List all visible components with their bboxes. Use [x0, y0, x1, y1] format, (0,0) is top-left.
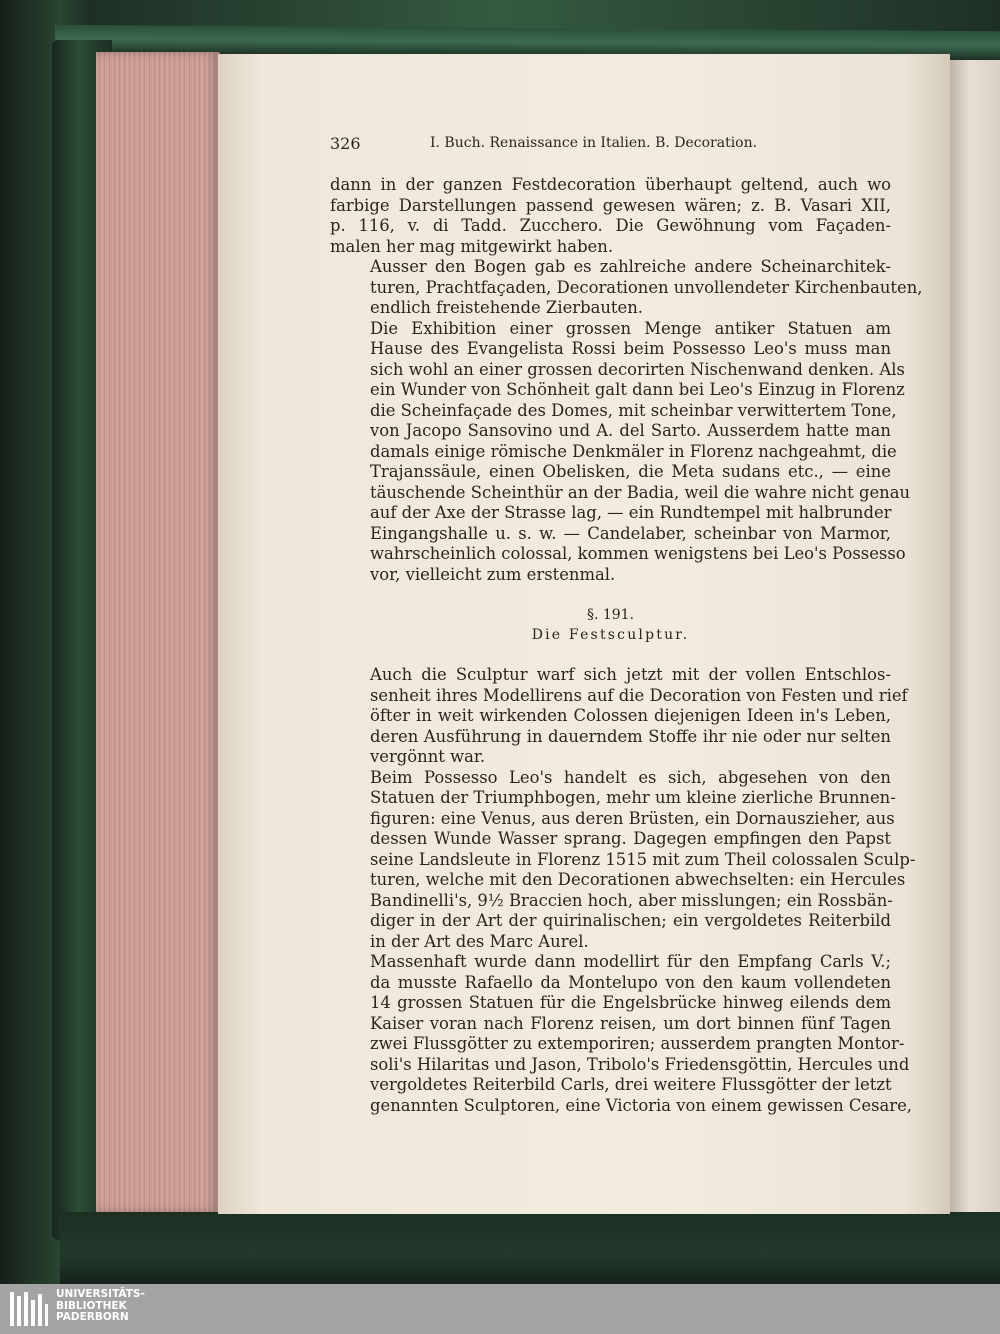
- paragraph: [330, 257, 923, 319]
- text-line: damals einige römische Denkmäler in Florenz nachgeahmt, die: [370, 441, 897, 461]
- text-line: malen her mag mitgewirkt haben.: [330, 236, 614, 256]
- text-after-section: [330, 665, 916, 1116]
- text-line: vergoldetes Reiterbild Carls, drei weitere Flussgötter der letzt: [370, 1075, 892, 1094]
- text-line: Beim Possesso Leo's handelt es sich, abgesehen von den: [370, 767, 891, 787]
- library-name-line: BIBLIOTHEK: [56, 1299, 127, 1312]
- text-line: senheit ihres Modellirens auf die Decoration von Festen und rief: [370, 685, 908, 705]
- text-line: seine Landsleute in Florenz 1515 mit zum Theil colossalen Sculp-: [370, 849, 916, 869]
- text-before-section: [330, 175, 923, 585]
- university-library-logo-icon: [8, 1290, 50, 1328]
- text-line: figuren: eine Venus, aus deren Brüsten, ein Dornauszieher, aus: [370, 808, 895, 828]
- text-line: 14 grossen Statuen für die Engelsbrücke hinweg eilends dem: [370, 993, 891, 1012]
- text-line: diger in der Art der quirinalischen; ein vergoldetes Reiterbild: [370, 911, 891, 930]
- running-head: I. Buch. Renaissance in Italien. B. Decoration.: [430, 135, 758, 151]
- text-line: die Scheinfaçade des Domes, mit scheinbar verwittertem Tone,: [370, 400, 897, 420]
- text-line: Die Exhibition einer grossen Menge antiker Statuen am: [370, 318, 891, 338]
- cover-board-bottom: [60, 1212, 1000, 1284]
- text-line: turen, welche mit den Decorationen abwechselten: ein Hercules: [370, 870, 906, 889]
- facing-page-edge: [950, 60, 1000, 1220]
- paragraph: [330, 952, 913, 1116]
- text-line: Ausser den Bogen gab es zahlreiche andere Scheinarchitek-: [370, 257, 891, 276]
- library-name: [56, 1289, 145, 1324]
- paragraph: [330, 318, 911, 586]
- text-line: täuschende Scheinthür an der Badia, weil die wahre nicht genau: [370, 482, 911, 502]
- text-line: Hause des Evangelista Rossi beim Possesso Leo's muss man: [370, 339, 891, 358]
- library-footer: [0, 1284, 1000, 1334]
- text-line: Bandinelli's, 9½ Braccien hoch, aber misslungen; ein Rossbän-: [370, 890, 893, 910]
- text-line: Trajanssäule, einen Obelisken, die Meta sudans etc., — eine: [370, 462, 891, 481]
- text-line: endlich freistehende Zierbauten.: [370, 298, 643, 317]
- paragraph: [330, 175, 891, 257]
- paragraph: [330, 665, 908, 768]
- library-name-line: UNIVERSITÄTS-: [56, 1288, 145, 1300]
- text-line: Kaiser voran nach Florenz reisen, um dort binnen fünf Tagen: [370, 1013, 891, 1033]
- text-line: öfter in weit wirkenden Colossen diejenigen Ideen in's Leben,: [370, 706, 891, 725]
- text-line: wahrscheinlich colossal, kommen wenigstens bei Leo's Possesso: [370, 544, 906, 563]
- text-line: dann in der ganzen Festdecoration überhaupt geltend, auch wo: [330, 175, 891, 194]
- paragraph: [330, 767, 916, 953]
- text-line: p. 116, v. di Tadd. Zucchero. Die Gewöhnung vom Façaden-: [330, 216, 891, 235]
- text-line: da musste Rafaello da Montelupo von den kaum vollendeten: [370, 972, 891, 992]
- text-line: dessen Wunde Wasser sprang. Dagegen empfingen den Papst: [370, 829, 891, 848]
- text-line: in der Art des Marc Aurel.: [370, 931, 589, 951]
- text-line: deren Ausführung in dauerndem Stoffe ihr nie oder nur selten: [370, 726, 891, 746]
- text-line: Eingangshalle u. s. w. — Candelaber, scheinbar von Marmor,: [370, 523, 891, 543]
- page-header: [330, 133, 890, 157]
- text-line: soli's Hilaritas und Jason, Tribolo's Friedensgöttin, Hercules und: [370, 1054, 910, 1074]
- text-line: Auch die Sculptur warf sich jetzt mit der vollen Entschlos-: [370, 665, 891, 684]
- text-line: genannten Sculptoren, eine Victoria von einem gewissen Cesare,: [370, 1095, 913, 1115]
- text-line: ein Wunder von Schönheit galt dann bei Leo's Einzug in Florenz: [370, 380, 905, 399]
- text-line: Massenhaft wurde dann modellirt für den Empfang Carls V.;: [370, 952, 891, 971]
- text-line: sich wohl an einer grossen decorirten Nischenwand denken. Als: [370, 359, 905, 379]
- text-line: zwei Flussgötter zu extemporiren; ausserdem prangten Montor-: [370, 1034, 905, 1053]
- text-line: von Jacopo Sansovino und A. del Sarto. Ausserdem hatte man: [370, 421, 891, 440]
- text-line: turen, Prachtfaçaden, Decorationen unvollendeter Kirchenbauten,: [370, 277, 923, 297]
- library-name-line: PADERBORN: [56, 1311, 129, 1323]
- text-line: Statuen der Triumphbogen, mehr um kleine zierliche Brunnen-: [370, 788, 896, 807]
- section-title: Die Festsculptur.: [531, 627, 690, 643]
- text-line: auf der Axe der Strasse lag, — ein Rundtempel mit halbrunder: [370, 503, 892, 522]
- page-number: 326: [330, 134, 361, 153]
- text-line: farbige Darstellungen passend gewesen wären; z. B. Vasari XII,: [330, 195, 891, 215]
- page-edges: [96, 52, 220, 1212]
- body-text: [330, 175, 923, 1116]
- text-line: vergönnt war.: [370, 747, 486, 766]
- section-number: §. 191.: [586, 607, 635, 623]
- text-line: vor, vielleicht zum erstenmal.: [370, 564, 616, 584]
